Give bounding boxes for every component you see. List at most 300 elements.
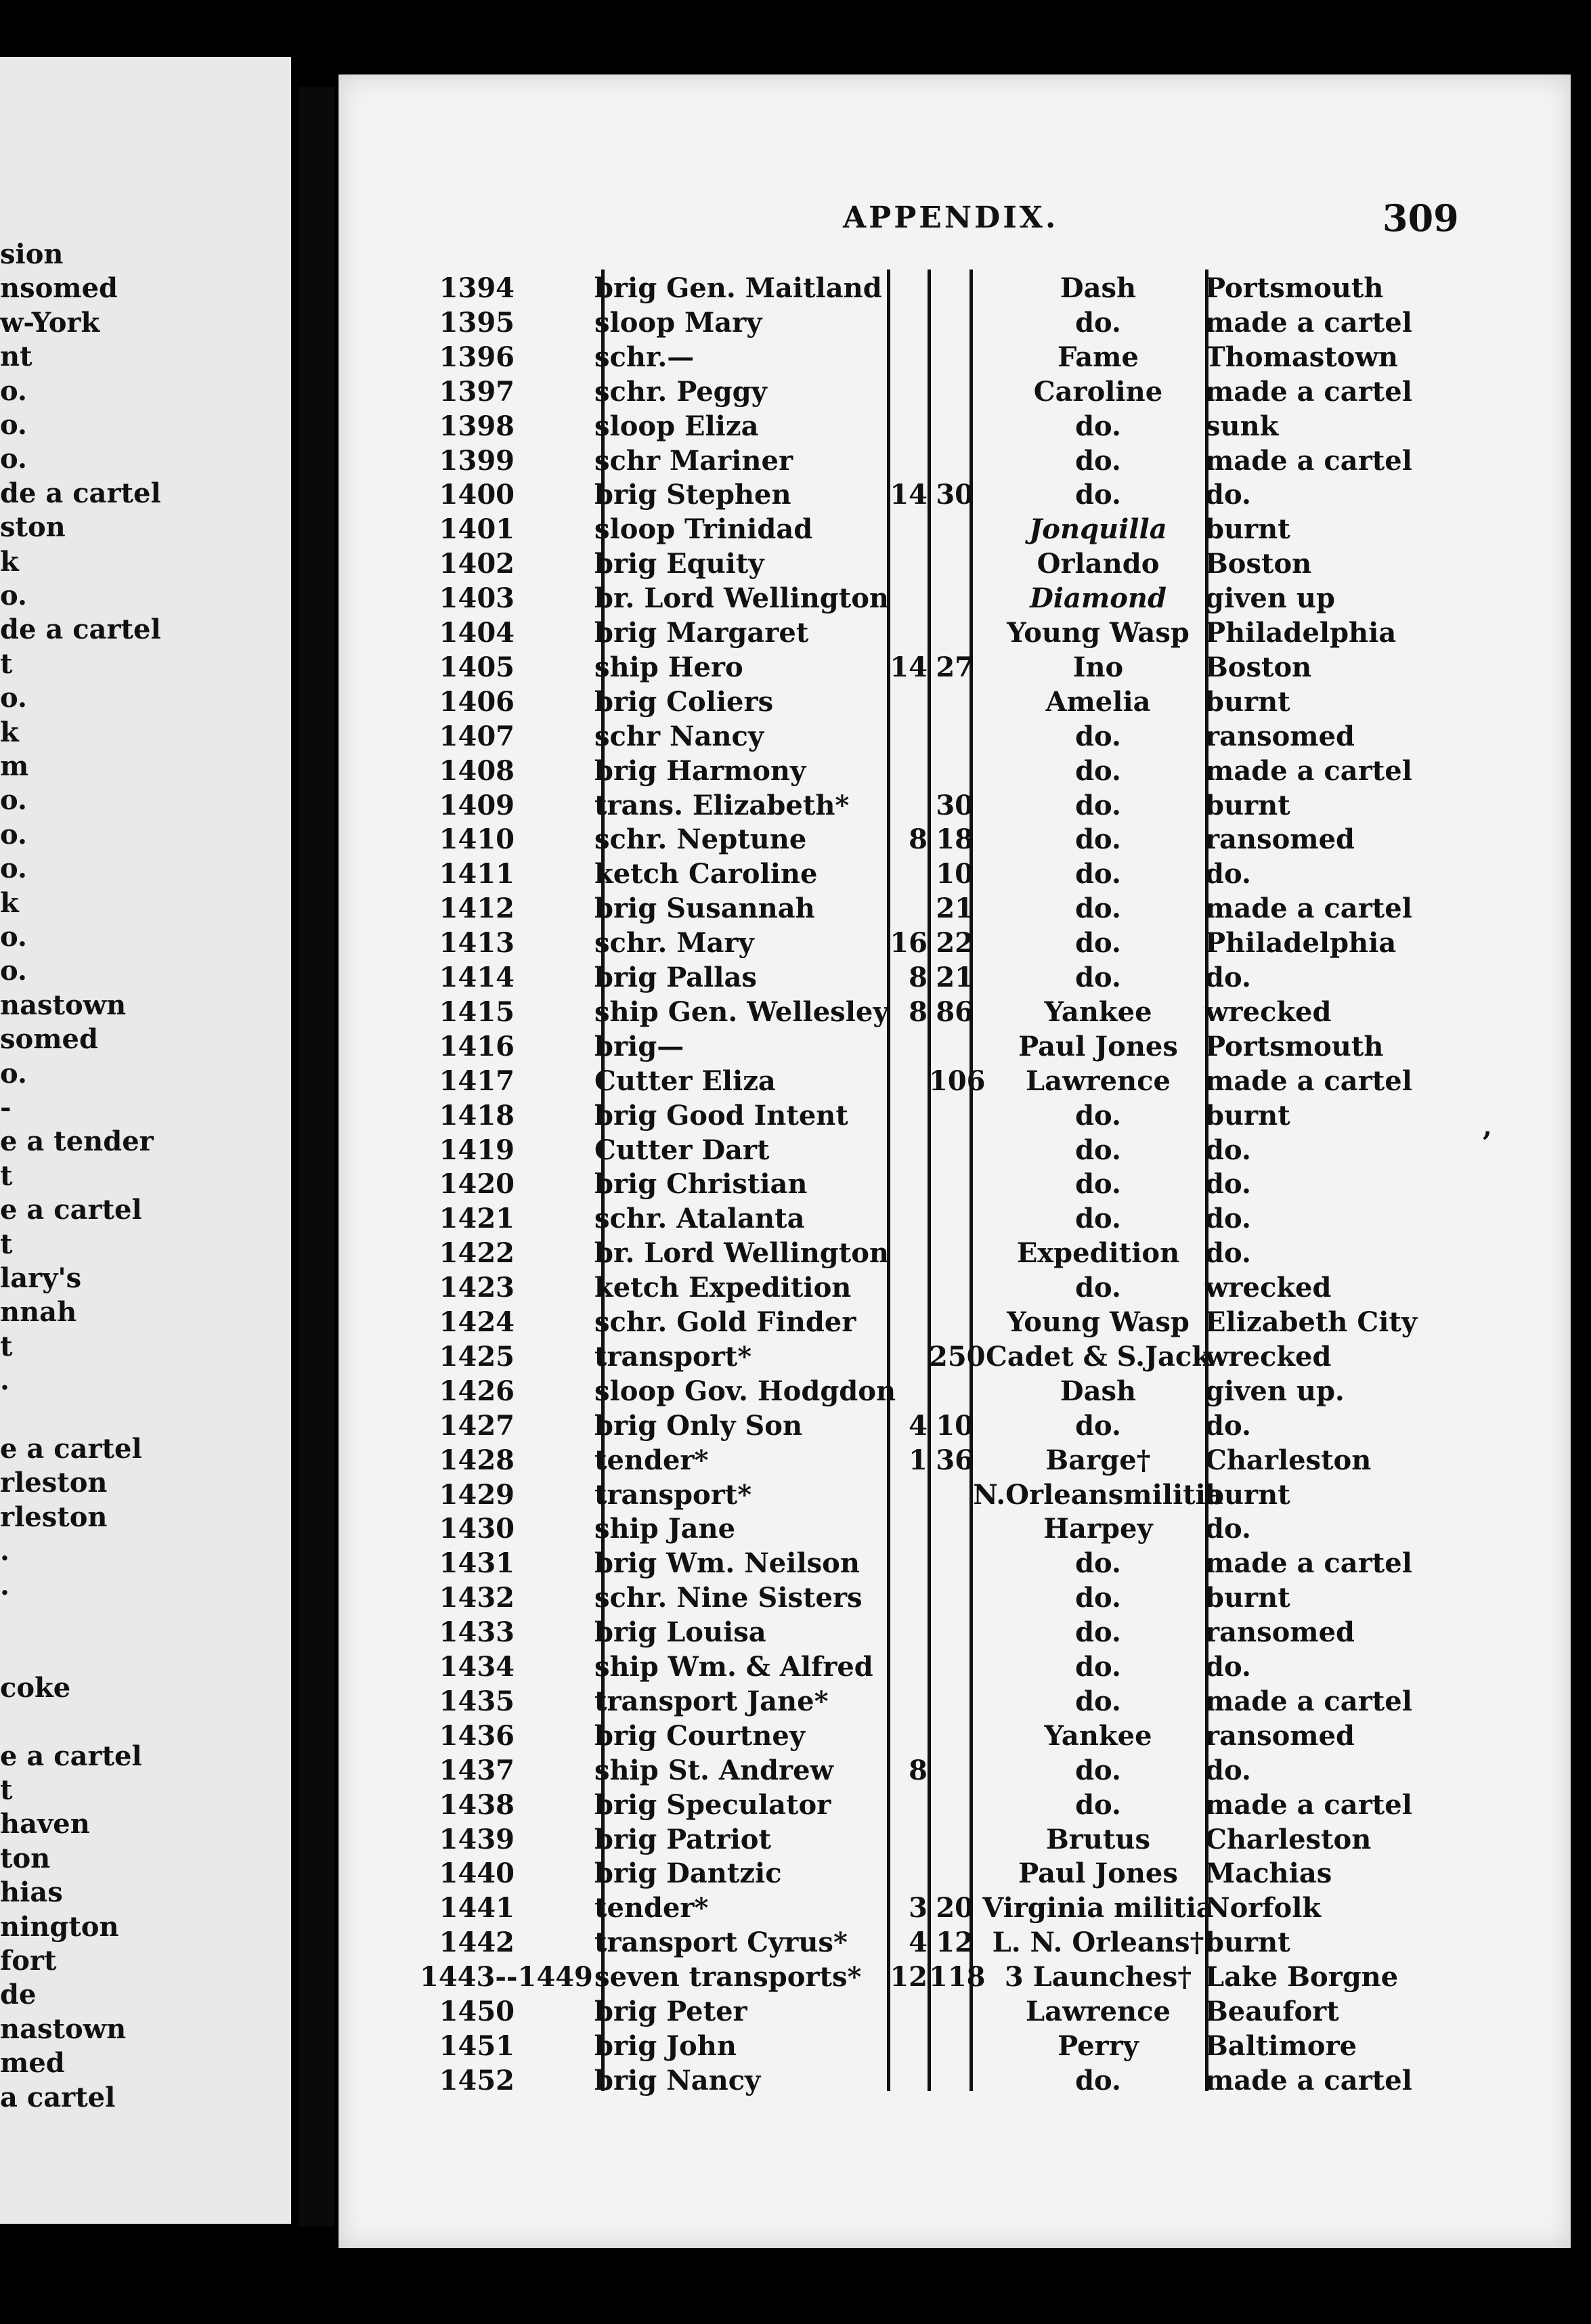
table-row xyxy=(0,1408,1591,1443)
left-page-line: o. xyxy=(0,784,27,817)
men-count: 250 xyxy=(929,1340,986,1373)
table-row xyxy=(0,1305,1591,1339)
fate: burnt xyxy=(1205,1582,1290,1614)
captured-by: do. xyxy=(1075,927,1121,960)
fate: made a cartel xyxy=(1205,1788,1412,1821)
left-page-line: k xyxy=(0,716,19,748)
left-page-line: haven xyxy=(0,1808,90,1841)
men-count: 10 xyxy=(936,1409,974,1442)
left-page-line: k xyxy=(0,886,19,919)
table-row xyxy=(0,1615,1591,1650)
table-row xyxy=(0,926,1591,960)
table-row xyxy=(0,616,1591,650)
men-count: 18 xyxy=(936,823,974,856)
fate: ransomed xyxy=(1205,823,1355,856)
guns-count: 4 xyxy=(909,1409,928,1442)
fate: Charleston xyxy=(1205,1823,1372,1855)
entry-number: 1411 xyxy=(439,858,515,890)
left-page-line: de a cartel xyxy=(0,477,161,509)
guns-count: 8 xyxy=(909,962,928,993)
fate: made a cartel xyxy=(1205,444,1412,477)
table-row xyxy=(0,1064,1591,1098)
vessel-name: schr.— xyxy=(594,341,695,373)
fate: do. xyxy=(1205,1754,1251,1786)
fate: Baltimore xyxy=(1205,2029,1357,2062)
fate: do. xyxy=(1205,1203,1251,1235)
entry-number: 1435 xyxy=(439,1685,515,1717)
captured-by: do. xyxy=(1075,962,1121,993)
captured-by: Expedition xyxy=(1016,1237,1180,1270)
fate: Elizabeth City xyxy=(1205,1306,1418,1338)
entry-number: 1434 xyxy=(439,1651,515,1683)
vessel-name: ship Wm. & Alfred xyxy=(594,1651,873,1683)
fate: Philadelphia xyxy=(1205,927,1397,960)
vessel-name: br. Lord Wellington xyxy=(594,1237,889,1270)
entry-number: 1438 xyxy=(439,1788,515,1821)
table-row xyxy=(0,1925,1591,1960)
entry-number: 1429 xyxy=(439,1478,515,1511)
captured-by: Perry xyxy=(1058,2029,1139,2062)
vessel-name: seven transports* xyxy=(594,1961,862,1994)
table-row xyxy=(0,1891,1591,1925)
left-page-line: o. xyxy=(0,955,27,987)
table-row xyxy=(0,1994,1591,2029)
entry-number: 1451 xyxy=(439,2029,515,2062)
entry-number: 1426 xyxy=(439,1375,515,1407)
entry-number: 1413 xyxy=(439,927,515,960)
entry-number: 1417 xyxy=(439,1064,515,1097)
table-row xyxy=(0,1029,1591,1064)
table-row xyxy=(0,546,1591,581)
fate: made a cartel xyxy=(1205,1547,1412,1580)
guns-count: 16 xyxy=(890,927,928,960)
men-count: 118 xyxy=(929,1961,986,1994)
captured-by: do. xyxy=(1075,789,1121,821)
entry-number: 1396 xyxy=(439,341,515,373)
left-page-line: t xyxy=(0,647,13,680)
captured-by: do. xyxy=(1075,754,1121,787)
captured-by: do. xyxy=(1075,1168,1121,1201)
table-row xyxy=(0,822,1591,857)
fate: given up xyxy=(1205,582,1335,615)
left-page-line: med xyxy=(0,2047,65,2080)
vessel-name: transport* xyxy=(594,1478,752,1511)
vessel-name: Cutter Dart xyxy=(594,1134,770,1166)
fate: Lake Borgne xyxy=(1205,1961,1399,1994)
vessel-name: brig Nancy xyxy=(594,2064,761,2096)
fate: Beaufort xyxy=(1205,1996,1339,2027)
entry-number: 1424 xyxy=(439,1306,515,1338)
fate: burnt xyxy=(1205,1099,1290,1132)
fate: burnt xyxy=(1205,513,1290,546)
entry-number: 1418 xyxy=(439,1099,515,1132)
table-row xyxy=(0,1133,1591,1167)
vessel-name: schr. Neptune xyxy=(594,823,807,856)
guns-count: 1 xyxy=(909,1444,928,1476)
vessel-name: sloop Mary xyxy=(594,306,762,339)
left-page-line: . xyxy=(0,1364,9,1397)
entry-number: 1398 xyxy=(439,410,515,442)
entry-number: 1442 xyxy=(439,1927,515,1959)
table-row xyxy=(0,2029,1591,2063)
table-row xyxy=(0,477,1591,512)
captured-by: do. xyxy=(1075,444,1121,477)
captured-by: do. xyxy=(1075,823,1121,856)
captured-by: Amelia xyxy=(1045,685,1151,718)
vessel-name: trans. Elizabeth* xyxy=(594,789,850,821)
left-page-line: o. xyxy=(0,682,27,714)
table-row xyxy=(0,788,1591,823)
captured-by: L. N. Orleans† xyxy=(992,1927,1204,1959)
captured-by: N.Orleansmilitia xyxy=(973,1478,1223,1511)
captured-by: Paul Jones xyxy=(1018,1030,1178,1062)
left-page-line: t xyxy=(0,1228,13,1260)
captured-by: do. xyxy=(1075,1582,1121,1614)
captured-by: do. xyxy=(1075,1685,1121,1717)
table-row xyxy=(0,1236,1591,1270)
left-page-line: k xyxy=(0,545,19,578)
fate: Boston xyxy=(1205,548,1312,580)
captured-by: do. xyxy=(1075,720,1121,752)
vessel-name: schr Mariner xyxy=(594,444,793,477)
captured-by: Lawrence xyxy=(1026,1996,1171,2027)
table-row xyxy=(0,305,1591,340)
left-page-line: o. xyxy=(0,1057,27,1090)
entry-number: 1420 xyxy=(439,1168,515,1201)
fate: do. xyxy=(1205,1513,1251,1545)
entry-number: 1439 xyxy=(439,1823,515,1855)
left-page-line: a cartel xyxy=(0,2081,116,2113)
left-page-line: e a tender xyxy=(0,1125,154,1158)
captured-by: Dash xyxy=(1060,272,1137,304)
fate: made a cartel xyxy=(1205,1064,1412,1097)
fate: made a cartel xyxy=(1205,2064,1412,2096)
entry-number: 1432 xyxy=(439,1582,515,1614)
left-page-line: - xyxy=(0,1092,12,1123)
table-row xyxy=(0,1960,1591,1994)
captured-by: do. xyxy=(1075,1616,1121,1649)
guns-count: 8 xyxy=(909,823,928,856)
entry-number: 1397 xyxy=(439,375,515,408)
left-page-line: nt xyxy=(0,341,32,373)
vessel-name: schr Nancy xyxy=(594,720,764,752)
vessel-name: tender* xyxy=(594,1892,709,1924)
table-row xyxy=(0,444,1591,478)
table-row xyxy=(0,1684,1591,1719)
table-row xyxy=(0,1374,1591,1408)
vessel-name: ship Gen. Wellesley xyxy=(594,995,889,1028)
captured-by: do. xyxy=(1075,2064,1121,2096)
captured-by: do. xyxy=(1075,858,1121,890)
table-row xyxy=(0,512,1591,546)
table-row xyxy=(0,1753,1591,1788)
fate: burnt xyxy=(1205,1927,1290,1959)
table-row xyxy=(0,719,1591,754)
vessel-name: tender* xyxy=(594,1444,709,1476)
fate: do. xyxy=(1205,1168,1251,1201)
entry-number: 1422 xyxy=(439,1237,515,1270)
left-page-line: coke xyxy=(0,1671,71,1704)
entry-number: 1450 xyxy=(439,1996,515,2027)
entry-number: 1436 xyxy=(439,1719,515,1752)
vessel-name: transport* xyxy=(594,1340,752,1373)
fate: Machias xyxy=(1205,1857,1332,1890)
vessel-name: brig Gen. Maitland xyxy=(594,272,882,304)
left-page-line: o. xyxy=(0,921,27,953)
captured-by: Lawrence xyxy=(1026,1064,1171,1097)
vessel-name: brig Louisa xyxy=(594,1616,766,1649)
entry-number: 1419 xyxy=(439,1134,515,1166)
entry-number: 1441 xyxy=(439,1892,515,1924)
men-count: 30 xyxy=(936,479,974,511)
left-page-line: somed xyxy=(0,1023,98,1056)
vessel-name: schr. Gold Finder xyxy=(594,1306,856,1338)
fate: ransomed xyxy=(1205,720,1355,752)
left-page-line: de xyxy=(0,1979,37,2011)
vessel-name: ketch Caroline xyxy=(594,858,818,890)
entry-number: 1427 xyxy=(439,1409,515,1442)
vessel-name: br. Lord Wellington xyxy=(594,582,889,615)
vessel-name: brig Coliers xyxy=(594,685,774,718)
captured-by: do. xyxy=(1075,479,1121,511)
captured-by: Young Wasp xyxy=(1007,1306,1190,1338)
left-page-line: o. xyxy=(0,374,27,407)
captured-by: Young Wasp xyxy=(1007,617,1190,649)
table-row xyxy=(0,1098,1591,1133)
captured-by: do. xyxy=(1075,1547,1121,1580)
captured-by: Caroline xyxy=(1033,375,1163,408)
left-page-line: nsomed xyxy=(0,272,118,305)
table-row xyxy=(0,1546,1591,1580)
men-count: 86 xyxy=(936,995,974,1028)
table-row xyxy=(0,1443,1591,1478)
fate: do. xyxy=(1205,479,1251,511)
captured-by: do. xyxy=(1075,892,1121,925)
vessel-name: brig Susannah xyxy=(594,892,815,925)
left-page-line: sion xyxy=(0,238,64,270)
table-row xyxy=(0,581,1591,616)
guns-count: 4 xyxy=(909,1927,928,1959)
entry-number: 1395 xyxy=(439,306,515,339)
vessel-name: Cutter Eliza xyxy=(594,1064,776,1097)
captured-by: Dash xyxy=(1060,1375,1137,1407)
entry-number: 1415 xyxy=(439,995,515,1028)
captured-by: do. xyxy=(1075,1788,1121,1821)
table-row xyxy=(0,1650,1591,1684)
left-page-line: nnah xyxy=(0,1296,77,1329)
fate: Charleston xyxy=(1205,1444,1372,1476)
fate: do. xyxy=(1205,858,1251,890)
captured-by: Paul Jones xyxy=(1018,1857,1178,1890)
table-row xyxy=(0,1339,1591,1374)
fate: Boston xyxy=(1205,651,1312,683)
left-page-line: m xyxy=(0,750,29,782)
entry-number: 1443--1449 xyxy=(420,1961,593,1994)
entry-number: 1423 xyxy=(439,1272,515,1304)
left-page-line: o. xyxy=(0,853,27,885)
left-page-line: ton xyxy=(0,1842,51,1874)
vessel-name: brig Speculator xyxy=(594,1788,831,1821)
entry-number: 1403 xyxy=(439,582,515,615)
fate: made a cartel xyxy=(1205,306,1412,339)
vessel-name: ship Jane xyxy=(594,1513,736,1545)
table-row xyxy=(0,374,1591,409)
fate: ransomed xyxy=(1205,1616,1355,1649)
vessel-name: brig Good Intent xyxy=(594,1099,848,1132)
fate: wrecked xyxy=(1205,995,1332,1028)
vessel-name: sloop Eliza xyxy=(594,410,759,442)
left-page-line: t xyxy=(0,1330,13,1362)
vessel-name: sloop Gov. Hodgdon xyxy=(594,1375,896,1407)
fate: Philadelphia xyxy=(1205,617,1397,649)
vessel-name: brig Dantzic xyxy=(594,1857,782,1890)
table-row xyxy=(0,685,1591,719)
vessel-name: schr. Mary xyxy=(594,927,754,960)
page-number: 309 xyxy=(1382,196,1459,240)
vessel-name: ketch Expedition xyxy=(594,1272,852,1304)
captured-by: Harpey xyxy=(1043,1513,1153,1545)
table-row xyxy=(0,1167,1591,1201)
guns-count: 14 xyxy=(890,479,928,511)
vessel-name: schr. Peggy xyxy=(594,375,767,408)
guns-count: 12 xyxy=(890,1961,928,1994)
entry-number: 1416 xyxy=(439,1030,515,1062)
table-row xyxy=(0,1270,1591,1305)
captured-by: Cadet & S.Jack xyxy=(986,1340,1211,1373)
left-page-line: rleston xyxy=(0,1501,108,1533)
captured-by: Virginia militia xyxy=(982,1892,1214,1924)
captured-by: Orlando xyxy=(1037,548,1160,580)
entry-number: 1421 xyxy=(439,1203,515,1235)
entry-number: 1400 xyxy=(439,479,515,511)
page-title: APPENDIX. xyxy=(843,200,1059,235)
fate: do. xyxy=(1205,1409,1251,1442)
entry-number: 1409 xyxy=(439,789,515,821)
fate: Portsmouth xyxy=(1205,1030,1384,1062)
vessel-name: ship St. Andrew xyxy=(594,1754,833,1786)
left-page-line: nastown xyxy=(0,2013,127,2045)
men-count: 21 xyxy=(936,892,974,925)
men-count: 21 xyxy=(936,962,974,993)
men-count: 36 xyxy=(936,1444,974,1476)
entry-number: 1437 xyxy=(439,1754,515,1786)
entry-number: 1401 xyxy=(439,513,515,546)
guns-count: 8 xyxy=(909,995,928,1028)
fate: wrecked xyxy=(1205,1272,1332,1304)
captured-by: Ino xyxy=(1072,651,1124,683)
captured-by: Jonquilla xyxy=(1029,513,1167,546)
captured-by: Yankee xyxy=(1044,1719,1152,1752)
fate: burnt xyxy=(1205,789,1290,821)
vessel-name: brig Wm. Neilson xyxy=(594,1547,860,1580)
fate: made a cartel xyxy=(1205,1685,1412,1717)
fate: do. xyxy=(1205,1134,1251,1166)
left-page-line: w-York xyxy=(0,306,100,339)
left-page-line: e a cartel xyxy=(0,1433,142,1465)
table-row xyxy=(0,2063,1591,2098)
table-row xyxy=(0,1201,1591,1236)
fate: made a cartel xyxy=(1205,892,1412,925)
table-row xyxy=(0,340,1591,374)
men-count: 10 xyxy=(936,858,974,890)
entry-number: 1428 xyxy=(439,1444,515,1476)
fate: burnt xyxy=(1205,685,1290,718)
fate: do. xyxy=(1205,1651,1251,1683)
entry-number: 1425 xyxy=(439,1340,515,1373)
fate: made a cartel xyxy=(1205,754,1412,787)
fate: sunk xyxy=(1205,410,1279,442)
left-page-line: de a cartel xyxy=(0,614,161,646)
captured-by: do. xyxy=(1075,1272,1121,1304)
left-page-line: e a cartel xyxy=(0,1194,142,1226)
table-row xyxy=(0,1719,1591,1753)
table-row xyxy=(0,1856,1591,1891)
fate: ransomed xyxy=(1205,1719,1355,1752)
fate: given up. xyxy=(1205,1375,1345,1407)
guns-count: 14 xyxy=(890,651,928,683)
vessel-name: brig Peter xyxy=(594,1996,747,2027)
vessel-name: brig Christian xyxy=(594,1168,808,1201)
vessel-name: brig— xyxy=(594,1030,684,1062)
vessel-name: brig Harmony xyxy=(594,754,806,787)
left-page-line: . xyxy=(0,1535,9,1568)
table-row xyxy=(0,1822,1591,1857)
captured-by: do. xyxy=(1075,1651,1121,1683)
left-page-line: e a cartel xyxy=(0,1740,142,1772)
vessel-name: brig Margaret xyxy=(594,617,809,649)
left-page-line: lary's xyxy=(0,1262,82,1294)
entry-number: 1405 xyxy=(439,651,515,683)
captured-by: Fame xyxy=(1058,341,1139,373)
captured-by: do. xyxy=(1075,1099,1121,1132)
guns-count: 3 xyxy=(909,1892,928,1924)
fate: Norfolk xyxy=(1205,1892,1322,1924)
captured-by: Yankee xyxy=(1044,995,1152,1028)
entry-number: 1452 xyxy=(439,2064,515,2096)
left-page-line: o. xyxy=(0,818,27,851)
vessel-name: schr. Atalanta xyxy=(594,1203,805,1235)
vessel-name: transport Cyrus* xyxy=(594,1927,848,1959)
captured-by: do. xyxy=(1075,1203,1121,1235)
captured-by: 3 Launches† xyxy=(1004,1961,1192,1994)
left-page-line: fort xyxy=(0,1945,57,1977)
men-count: 106 xyxy=(929,1064,986,1097)
table-row xyxy=(0,271,1591,305)
captured-by: do. xyxy=(1075,410,1121,442)
table-row xyxy=(0,754,1591,788)
captured-by: do. xyxy=(1075,1754,1121,1786)
margin-mark: , xyxy=(1483,1111,1492,1142)
left-page-line: t xyxy=(0,1774,13,1806)
men-count: 12 xyxy=(936,1927,974,1959)
left-page-line: o. xyxy=(0,443,27,475)
men-count: 30 xyxy=(936,789,974,821)
left-page-line: t xyxy=(0,1159,13,1192)
entry-number: 1433 xyxy=(439,1616,515,1649)
left-page-line: nastown xyxy=(0,989,127,1021)
men-count: 20 xyxy=(936,1892,974,1924)
vessel-name: transport Jane* xyxy=(594,1685,829,1717)
table-row xyxy=(0,995,1591,1029)
entry-number: 1402 xyxy=(439,548,515,580)
entry-number: 1407 xyxy=(439,720,515,752)
fate: wrecked xyxy=(1205,1340,1332,1373)
entry-number: 1410 xyxy=(439,823,515,856)
captured-by: do. xyxy=(1075,306,1121,339)
entry-number: 1394 xyxy=(439,272,515,304)
fate: Portsmouth xyxy=(1205,272,1384,304)
captured-by: do. xyxy=(1075,1134,1121,1166)
